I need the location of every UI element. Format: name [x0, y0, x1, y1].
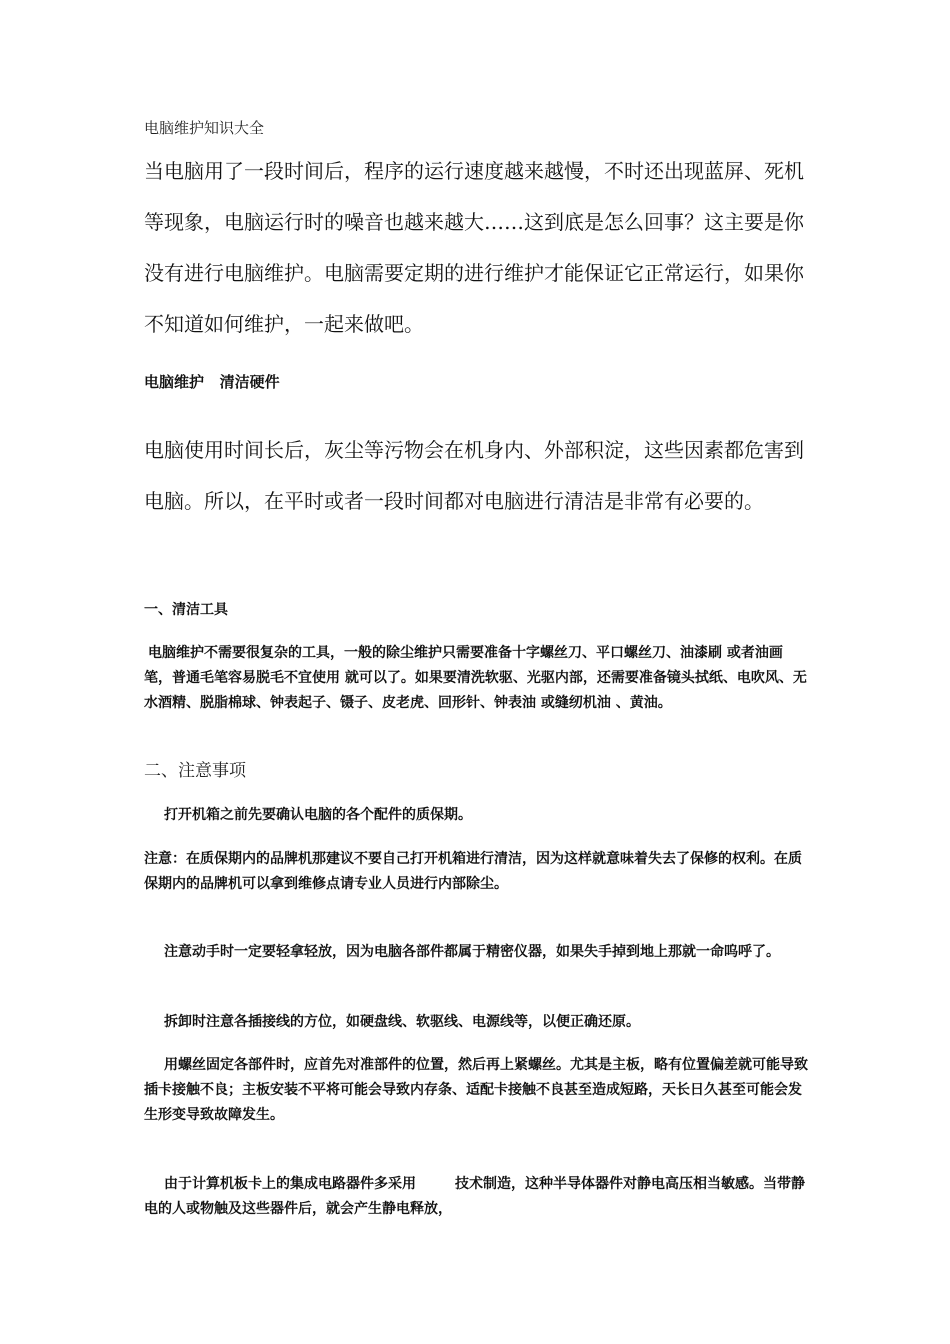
intro-paragraph: 当电脑用了一段时间后，程序的运行速度越来越慢，不时还出现蓝屏、死机等现象，电脑运行时的噪音也越来越大……这到底是怎么回事？这主要是你没有进行电脑维护。电脑需要定期的进行维护才能保证它正常运行，如果你不知道如何维护，一起来做吧。: [144, 159, 804, 336]
notes-heading: 二、注意事项: [144, 761, 246, 781]
tools-paragraph: 电脑维护不需要很复杂的工具，一般的除尘维护只需要准备十字螺丝刀、平口螺丝刀、油漆刷 或者油画笔，普通毛笔容易脱毛不宜使用 就可以了。如果要清洗软驱、光驱内部，还需要准备镜头拭纸、电吹风、无水酒精、脱脂棉球、钟表起子、镊子、皮老虎、回形针、钟表油 或缝纫机油 、黄油。: [144, 645, 807, 711]
note-static-electricity: 由于计算机板卡上的集成电路器件多采用 技术制造，这种半导体器件对静电高压相当敏感。当带静电的人或物触及这些器件后，就会产生静电释放，: [144, 1176, 805, 1217]
note-screw-alignment: 用螺丝固定各部件时，应首先对准部件的位置，然后再上紧螺丝。尤其是主板，略有位置偏差就可能导致插卡接触不良；主板安装不平将可能会导致内存条、适配卡接触不良甚至造成短路，天长日久甚至可能会发生形变导致故障发生。: [144, 1057, 808, 1123]
note-warranty-check: 打开机箱之前先要确认电脑的各个配件的质保期。: [164, 807, 472, 823]
tools-heading: 一、清洁工具: [144, 602, 228, 618]
section-heading-clean-hardware: 电脑维护 清洁硬件: [144, 373, 280, 391]
note-cable-orientation: 拆卸时注意各插接线的方位，如硬盘线、软驱线、电源线等，以便正确还原。: [164, 1014, 640, 1030]
note-brand-machine: 注意：在质保期内的品牌机那建议不要自己打开机箱进行清洁，因为这样就意味着失去了保修的权利。在质保期内的品牌机可以拿到维修点请专业人员进行内部除尘。: [144, 851, 802, 892]
dust-paragraph: 电脑使用时间长后，灰尘等污物会在机身内、外部积淀，这些因素都危害到电脑。所以，在平时或者一段时间都对电脑进行清洁是非常有必要的。: [144, 438, 804, 513]
document-title: 电脑维护知识大全: [144, 119, 265, 137]
note-handle-gently: 注意动手时一定要轻拿轻放，因为电脑各部件都属于精密仪器，如果失手掉到地上那就一命呜呼了。: [164, 944, 780, 960]
